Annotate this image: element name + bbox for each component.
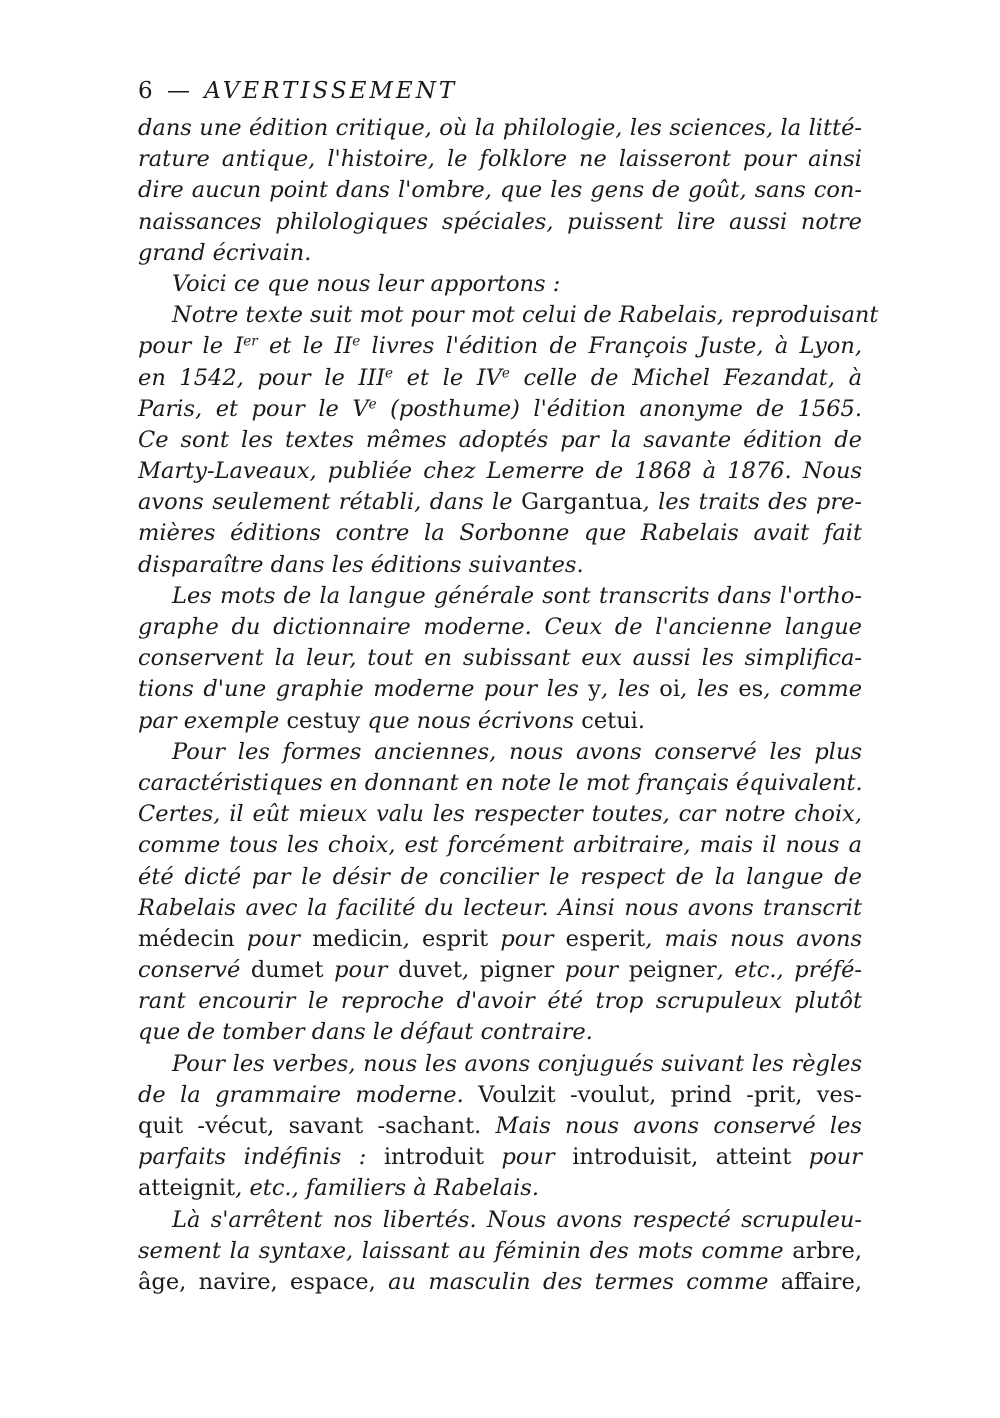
page-number: 6 <box>138 78 154 104</box>
text-line <box>138 612 862 643</box>
book-page <box>138 78 879 1298</box>
text-line <box>138 518 862 549</box>
italic-text: Certes, il eût mieux valu les respecter toutes, car notre choix, <box>138 801 862 828</box>
italic-text: pour <box>484 1144 573 1171</box>
paragraph <box>138 300 879 581</box>
text-line <box>138 674 862 705</box>
italic-text: , les <box>601 676 660 703</box>
text-line <box>138 706 862 737</box>
italic-text: comme tous les choix, est forcément arbitraire, mais il nous a <box>138 832 862 859</box>
running-head <box>138 78 862 104</box>
roman-text: introduit <box>383 1144 484 1171</box>
header-separator: — <box>166 78 191 104</box>
superscript: e <box>501 365 510 382</box>
italic-text: que nous écrivons <box>360 707 582 734</box>
italic-text: , etc., familiers à Rabelais. <box>235 1175 539 1202</box>
text-line <box>138 550 862 581</box>
italic-text: été dicté par le désir de concilier le respect de la langue de <box>138 863 862 890</box>
roman-text: pigner <box>479 957 555 984</box>
italic-text: parfaits indéfinis : <box>138 1144 384 1171</box>
italic-text: , mais nous avons <box>645 925 863 952</box>
italic-text: grand écrivain. <box>138 239 312 266</box>
italic-text: Rabelais avec la facilité du lecteur. Ainsi nous avons transcrit <box>138 894 862 921</box>
roman-text: Gargantua <box>521 489 643 516</box>
italic-text: (posthume) l'édition anonyme de 1565. <box>376 395 862 422</box>
italic-text: et le II <box>257 333 353 360</box>
paragraph <box>138 269 862 300</box>
italic-text: celle de Michel Fezandat, à <box>509 364 863 391</box>
italic-text: . <box>637 707 646 734</box>
roman-text: peigner <box>628 957 717 984</box>
text-line <box>138 737 862 768</box>
italic-text: pour <box>234 925 313 952</box>
italic-text: et le IV <box>393 364 502 391</box>
italic-text: conservent la leur, tout en subissant eux aussi les simplifica- <box>138 645 862 672</box>
italic-text: rature antique, l'histoire, le folklore ne laisseront pour ainsi <box>138 146 862 173</box>
italic-text: livres l'édition de François Juste, à Lyon, <box>360 333 862 360</box>
roman-text: y <box>588 676 602 703</box>
italic-text: Là s'arrêtent nos libertés. Nous avons respecté scrupuleu- <box>172 1206 862 1233</box>
text-line <box>138 1080 862 1111</box>
superscript: e <box>385 365 394 382</box>
text-line <box>138 955 862 986</box>
italic-text: Pour les formes anciennes, nous avons conservé les plus <box>172 738 862 765</box>
text-line <box>138 924 862 955</box>
italic-text: pour le I <box>138 333 244 360</box>
italic-text: avons seulement rétabli, dans le <box>138 489 522 516</box>
italic-text: graphe du dictionnaire moderne. Ceux de l'ancienne langue <box>138 614 862 640</box>
text-line <box>138 300 879 331</box>
italic-text: sement la syntaxe, laissant au féminin des mots comme <box>138 1237 793 1264</box>
italic-text: , <box>402 925 422 952</box>
text-line <box>138 830 862 861</box>
italic-text: que de tomber dans le défaut contraire. <box>138 1019 593 1046</box>
running-title: AVERTISSEMENT <box>204 78 458 104</box>
roman-text: atteignit <box>138 1175 236 1202</box>
text-line <box>138 1142 862 1173</box>
text-line <box>138 487 862 518</box>
paragraph <box>138 581 862 737</box>
roman-text: dumet <box>250 957 324 984</box>
italic-text: tions d'une graphie moderne pour les <box>138 676 589 703</box>
italic-text: , etc., préfé- <box>716 957 863 984</box>
superscript: e <box>352 333 361 350</box>
text-line <box>138 862 862 893</box>
italic-text: au masculin des termes comme <box>375 1268 781 1295</box>
text-line <box>138 331 862 362</box>
italic-text: en 1542, pour le III <box>138 364 386 391</box>
italic-text: disparaître dans les éditions suivantes. <box>138 551 584 578</box>
text-line <box>138 986 862 1017</box>
italic-text: pour <box>323 957 398 984</box>
text-line <box>138 363 862 394</box>
paragraph <box>138 113 862 269</box>
roman-text: Voulzit -voulut, prind -prit, ves- <box>478 1081 862 1108</box>
roman-text: esperit <box>565 925 646 952</box>
italic-text: Mais nous avons conservé les <box>481 1113 862 1139</box>
italic-text: , les <box>680 676 739 703</box>
italic-text: Voici ce que nous leur apportons : <box>172 270 561 297</box>
text-line <box>138 394 862 425</box>
italic-text: , comme <box>763 676 863 703</box>
italic-text: Pour les verbes, nous les avons conjugués suivant les règles <box>172 1050 862 1077</box>
italic-text: mières éditions contre la Sorbonne que Rabelais avait fait <box>138 520 862 547</box>
italic-text: conservé <box>138 957 251 984</box>
italic-text: , les traits des pre- <box>642 489 862 516</box>
text-line <box>138 238 862 269</box>
text-line <box>138 269 862 300</box>
roman-text: es <box>738 676 764 703</box>
text-line <box>138 456 862 487</box>
text-line <box>138 581 862 612</box>
text-line <box>138 1173 862 1204</box>
roman-text: cestuy <box>286 707 361 734</box>
roman-text: introduisit, atteint <box>572 1144 792 1171</box>
roman-text: quit -vécut, savant -sachant. <box>138 1113 482 1139</box>
italic-text: pour <box>554 957 629 984</box>
text-line <box>138 1236 862 1267</box>
superscript: er <box>243 333 258 350</box>
italic-text: naissances philologiques spéciales, puissent lire aussi notre <box>138 208 862 235</box>
roman-text: oi <box>659 676 681 703</box>
italic-text: pour <box>488 925 566 952</box>
text-line <box>138 175 862 206</box>
roman-text: âge, navire, espace, <box>138 1268 376 1295</box>
text-line <box>138 1205 862 1236</box>
roman-text: médecin <box>138 925 235 952</box>
roman-text: esprit <box>421 925 489 952</box>
body-text <box>138 113 879 1298</box>
italic-text: Ce sont les textes mêmes adoptés par la savante édition de <box>138 426 862 453</box>
roman-text: medicin <box>312 925 403 952</box>
italic-text: de la grammaire moderne. <box>138 1081 479 1108</box>
italic-text: dire aucun point dans l'ombre, que les gens de goût, sans con- <box>138 177 862 204</box>
roman-text: duvet <box>397 957 462 984</box>
text-line <box>138 893 862 924</box>
roman-text: affaire, <box>780 1268 862 1295</box>
text-line <box>138 425 862 456</box>
text-line <box>138 1049 862 1080</box>
text-line <box>138 113 862 144</box>
italic-text: caractéristiques en donnant en note le mot français équivalent. <box>138 769 863 796</box>
italic-text: Paris, et pour le V <box>138 395 369 422</box>
superscript: e <box>368 396 377 413</box>
roman-text: cetui <box>581 707 638 734</box>
italic-text: dans une édition critique, où la philologie, les sciences, la litté- <box>138 115 862 141</box>
italic-text: Les mots de la langue générale sont transcrits dans l'ortho- <box>172 582 862 609</box>
italic-text: rant encourir le reproche d'avoir été trop scrupuleux plutôt <box>138 988 862 1015</box>
text-line <box>138 799 862 830</box>
italic-text: pour <box>791 1144 862 1171</box>
italic-text: , <box>461 957 480 984</box>
italic-text: Marty-Laveaux, publiée chez Lemerre de 1868 à 1876. Nous <box>138 458 862 485</box>
paragraph <box>138 1049 862 1205</box>
italic-text: Notre texte suit mot pour mot celui de Rabelais, reproduisant <box>172 302 879 329</box>
text-line <box>138 1111 862 1142</box>
paragraph <box>138 1205 862 1299</box>
text-line <box>138 643 862 674</box>
text-line <box>138 207 862 238</box>
italic-text: par exemple <box>138 707 287 734</box>
text-line <box>138 144 862 175</box>
text-line <box>138 768 862 799</box>
roman-text: arbre, <box>792 1237 862 1264</box>
paragraph <box>138 737 862 1049</box>
text-line <box>138 1017 862 1048</box>
text-line <box>138 1267 862 1298</box>
